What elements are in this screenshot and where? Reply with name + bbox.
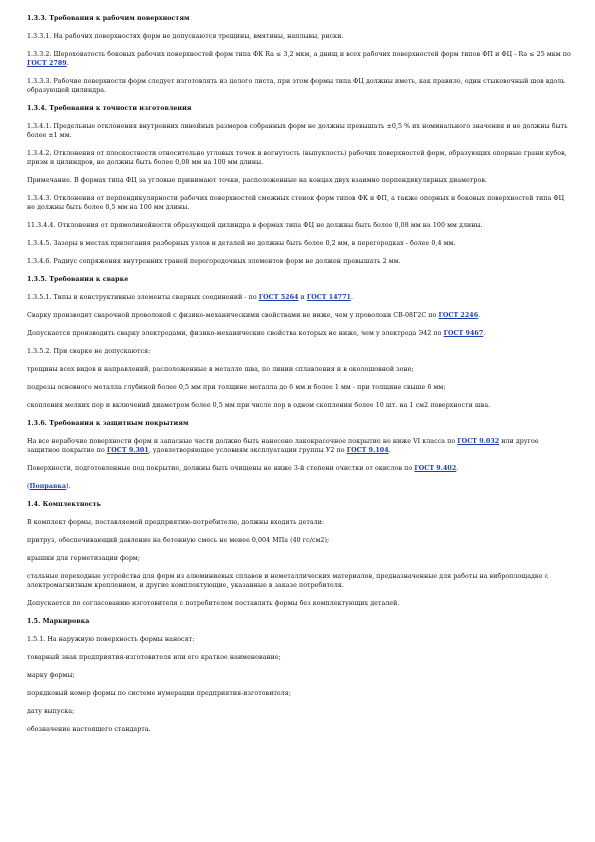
section-heading <box>27 275 573 284</box>
paragraph-text: . <box>478 312 481 319</box>
paragraph-text: Сварку производят сварочной проволокой с физико-механическими свойствами не ниже, чем у проволоки СВ-08Г2С по <box>27 312 439 319</box>
paragraph-text: подрезы основного металла глубиной более 0,5 мм при толщине металла до 6 мм и более 1 мм - при толщине свыше 6 мм; <box>27 384 446 391</box>
paragraph <box>27 50 573 68</box>
paragraph-text: . <box>388 447 391 454</box>
paragraph <box>27 464 573 473</box>
paragraph-text: 1.3.5. Требования к сварке <box>27 276 129 283</box>
paragraph <box>27 221 573 230</box>
paragraph-text: притруз, обеспечивающий давление на бетонную смесь не менее 0,004 МПа (40 гс/см2); <box>27 537 330 544</box>
paragraph-text: ( <box>27 483 30 490</box>
paragraph <box>27 599 573 608</box>
paragraph-text: дату выпуска; <box>27 708 75 715</box>
paragraph-text: трещины всех видов и направлений, расположенные в металле шва, по линии сплавления и в околошовной зоне; <box>27 366 414 373</box>
paragraph-text: 1.3.6. Требования к защитным покрытиям <box>27 420 189 427</box>
paragraph <box>27 671 573 680</box>
paragraph-text: 1.3.3.2. Шероховатость боковых рабочих поверхностей форм типа ФК Ra ≤ 3,2 мкм, а днищ и всех рабочих поверхностей форм типов ФП и ФЦ - Ra ≤ 25 мкм по <box>27 51 571 58</box>
paragraph-text: В комплект формы, поставляемой предприятию-потребителю, должны входить детали: <box>27 519 325 526</box>
paragraph-text: . <box>456 465 459 472</box>
paragraph <box>27 32 573 41</box>
paragraph-text: 1.5.1. На наружную поверхность формы наносят: <box>27 636 195 643</box>
paragraph-text: 1.3.4.5. Зазоры в местах прилегания разборных узлов и деталей не должны быть более 0,2 мм, в перегородках - более 0,4 мм. <box>27 240 456 247</box>
paragraph-text: 1.3.4. Требования к точности изготовления <box>27 105 192 112</box>
reference-link[interactable]: ГОСТ 14771 <box>306 294 351 301</box>
paragraph <box>27 329 573 338</box>
paragraph-text: 1.3.3.1. На рабочих поверхностях форм не допускаются трещины, вмятины, наплывы, риски. <box>27 33 344 40</box>
paragraph <box>27 149 573 167</box>
paragraph <box>27 482 573 491</box>
paragraph-text: . <box>483 330 486 337</box>
reference-link[interactable]: Поправка <box>29 483 67 490</box>
paragraph-text: 1.3.5.2. При сварке не допускаются: <box>27 348 151 355</box>
document-page <box>27 14 573 743</box>
paragraph-text: Допускается производить сварку электродами, физико-механические свойства которых не ниже, чем у электрода Э42 по <box>27 330 444 337</box>
paragraph-text: стальные переходные устройства для форм из алюминиевых сплавов и неметаллических материалов, предназначенные для работы на виброплощадке с электромагнитным креплением, и другие комплектующие, указанные в заказе потребителя. <box>27 573 549 589</box>
paragraph-text: , удовлетворяющее условиям эксплуатации группы У2 по <box>148 447 347 454</box>
paragraph-text: 1.4. Комплектность <box>27 501 101 508</box>
paragraph <box>27 707 573 716</box>
paragraph <box>27 293 573 302</box>
paragraph-text: 1.3.5.1. Типы и конструктивные элементы сварных соединений - по <box>27 294 259 301</box>
paragraph-text: товарный знак предприятия-изготовителя или его краткое наименование; <box>27 654 281 661</box>
reference-link[interactable]: ГОСТ 9.402 <box>414 465 457 472</box>
paragraph-text: обозначение настоящего стандарта. <box>27 726 151 733</box>
reference-link[interactable]: ГОСТ 2789 <box>27 60 67 67</box>
paragraph-text: Примечание. В формах типа ФЦ за угловые принимают точки, расположенные на концах двух взаимно перпендикулярных диаметров. <box>27 177 487 184</box>
paragraph-text: крышки для герметизации форм; <box>27 555 141 562</box>
reference-link[interactable]: ГОСТ 9.301 <box>106 447 149 454</box>
paragraph-text: Допускается по согласованию изготовителя с потребителем поставлять формы без комплектующих деталей. <box>27 600 400 607</box>
paragraph-text: ). <box>66 483 71 490</box>
paragraph-text: порядковый номер формы по системе нумерации предприятия-изготовителя; <box>27 690 291 697</box>
paragraph <box>27 383 573 392</box>
paragraph-text: скопления мелких пор и включений диаметром более 0,5 мм при числе пор в одном скоплении более 10 шт. на 1 см2 поверхности шва. <box>27 402 491 409</box>
paragraph-text: 1.3.4.1. Предельные отклонения внутренних линейных размеров собранных форм не должны превышать ±0,5 % их номинального значения и не должны быть более ±1 мм. <box>27 123 568 139</box>
section-heading <box>27 104 573 113</box>
paragraph-text: 1.3.4.3. Отклонения от перпендикулярности рабочих поверхностей смежных стенок форм типов ФК и ФП, а также опорных и боковых поверхностей типа ФЦ не должны быть более 0,5 мм на 100 мм длины. <box>27 195 565 211</box>
reference-link[interactable]: ГОСТ 9467 <box>443 330 484 337</box>
paragraph <box>27 437 573 455</box>
section-heading <box>27 617 573 626</box>
paragraph-text: 1.3.4.6. Радиус сопряжения внутренних граней перегородочных элементов форм не должен превышать 2 мм. <box>27 258 401 265</box>
paragraph <box>27 122 573 140</box>
paragraph <box>27 689 573 698</box>
paragraph-text: . <box>66 60 69 67</box>
paragraph <box>27 536 573 545</box>
paragraph-text: 11.3.4.4. Отклонения от прямолинейности образующей цилиндра в формах типа ФЦ не должны быть более 0,08 мм на 100 мм длины. <box>27 222 483 229</box>
paragraph-text: На все нерабочие поверхности форм и запасные части должно быть нанесено лакокрасочное покрытие не ниже VI класса по <box>27 438 458 445</box>
paragraph-text: 1.3.3.3. Рабочие поверхности форм следует изготовлять из целого листа, при этом формы типа ФЦ должны иметь, как правило, один стыковочный шов вдоль образующей цилиндра. <box>27 78 565 94</box>
paragraph-text: 1.5. Маркировка <box>27 618 90 625</box>
paragraph-text: Поверхности, подготовленные под покрытие, должны быть очищены не ниже 3-й степени очистки от окислов по <box>27 465 415 472</box>
paragraph <box>27 257 573 266</box>
paragraph-text: и <box>298 294 307 301</box>
paragraph <box>27 635 573 644</box>
paragraph-text: . <box>350 294 354 301</box>
paragraph <box>27 725 573 734</box>
paragraph <box>27 401 573 410</box>
paragraph <box>27 653 573 662</box>
paragraph <box>27 311 573 320</box>
paragraph <box>27 572 573 590</box>
section-heading <box>27 500 573 509</box>
paragraph <box>27 176 573 185</box>
reference-link[interactable]: ГОСТ 5264 <box>258 294 299 301</box>
paragraph <box>27 554 573 563</box>
paragraph <box>27 77 573 95</box>
paragraph-text: 1.3.4.2. Отклонения от плоскостности относительно угловых точек и вогнутость (выпуклость) рабочих поверхностей форм, образующих опорные грани кубов, призм и цилиндров, не должны быть более 0,08 мм на 100 мм длины. <box>27 150 567 166</box>
paragraph <box>27 239 573 248</box>
paragraph-text: или другое защитное покрытие по <box>27 438 539 454</box>
section-heading <box>27 14 573 23</box>
paragraph <box>27 194 573 212</box>
paragraph <box>27 347 573 356</box>
paragraph-text: марку формы; <box>27 672 75 679</box>
paragraph <box>27 518 573 527</box>
reference-link[interactable]: ГОСТ 2246 <box>438 312 479 319</box>
reference-link[interactable]: ГОСТ 9.032 <box>457 438 500 445</box>
section-heading <box>27 419 573 428</box>
paragraph-text: 1.3.3. Требования к рабочим поверхностям <box>27 15 190 22</box>
paragraph <box>27 365 573 374</box>
reference-link[interactable]: ГОСТ 9.104 <box>346 447 389 454</box>
